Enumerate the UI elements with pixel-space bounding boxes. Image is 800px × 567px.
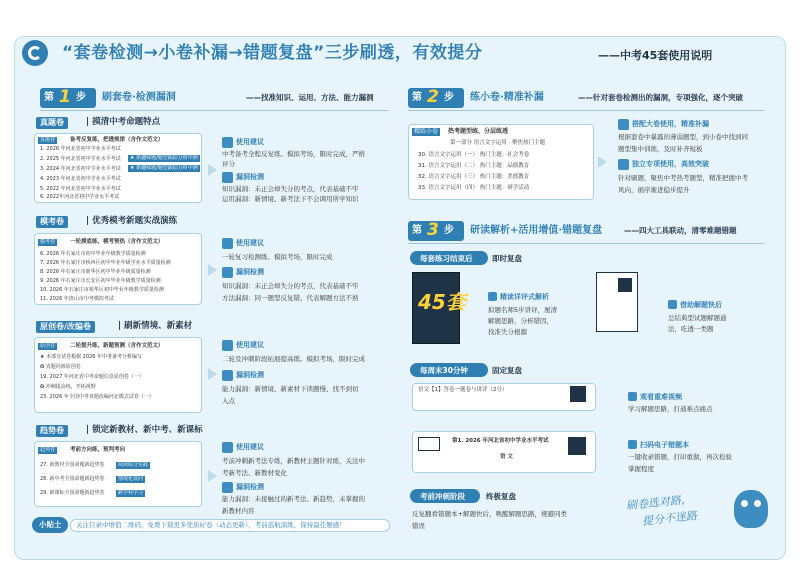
real-item-3: 4. 2023 年河北省初中学业水平考试 [40, 176, 121, 182]
real-arrow [208, 164, 217, 176]
real-item-5: 6. 2022年河北省初中学业水平考试 [40, 194, 120, 200]
trend-panel-title: 考前方向练，预判考向 [70, 447, 126, 453]
step2-underline [408, 110, 764, 111]
trend-check-icon [222, 482, 233, 493]
mock-check-label: 漏洞检测 [236, 268, 264, 276]
real-mark-1: ★ 新趣味题/题型跟踪分析中测 [130, 165, 198, 171]
orig-panel-title: 二轮提升练，新题预测（含作文范文） [70, 343, 164, 349]
sprint-0: 反复翻看错题本+解题快后，唤醒解题思路，规避同类 [412, 510, 567, 518]
tip-text: 关注目录中增值二维码，免费下载更多优质好卷（动态更新），考前巡航演练，保持最佳题感！ [76, 521, 346, 529]
real-panel-tag: 真题卷 [40, 137, 56, 143]
mock-item-5: 11. 2026 年唐山市中考模拟考试 [40, 296, 114, 302]
mock-check-0: 知识漏洞：未正会却失分的考点，代表基础不牢 [222, 282, 359, 290]
real-tip-icon [222, 137, 233, 148]
trend-tag: 趋势卷 [36, 425, 68, 437]
trend-mark-2: 跨学科学习 [118, 490, 144, 496]
similar-icon [668, 300, 677, 309]
explain-2: 找准失分根源 [488, 328, 527, 336]
trend-item-2: 29. 新课标全国命题新趋势卷 [40, 490, 105, 496]
trend-panel-tag: 趋势卷 [40, 447, 56, 453]
slogan-1: 提分不迷路 [641, 509, 698, 528]
real-check-0: 知识漏洞：未正会却失分的考点，代表基础不牢 [222, 185, 359, 193]
trend-arrow [208, 470, 217, 482]
tip-badge-label: 小贴士 [39, 520, 62, 529]
exam-qr [568, 437, 586, 455]
similar-label: 借助解题快后 [680, 301, 722, 309]
step3-underline [408, 243, 764, 244]
real-check-1: 运用漏洞：新情境、新考法下不会调用所学知识 [222, 195, 359, 203]
pair-label: 搭配大卷使用，精准补漏 [632, 120, 709, 128]
ebook-0: 一键收录错题，打印重做，再次检验 [628, 453, 732, 461]
answer-sheet-qr [618, 278, 632, 292]
topic-text-0: 针对刷题，聚焦中考热考题型，精准把握中考 [618, 174, 748, 182]
step3-badge-pre: 第 [412, 225, 422, 236]
mock-tip-label: 使用建议 [236, 239, 264, 247]
trend-check-0: 能力漏洞：未接触过的新考法、新趋势，未掌握的 [222, 495, 365, 503]
book-cover-num: 45套 [418, 290, 466, 314]
mini-row-1: 31. 语言文字运用（二） 热门主题：品德教育 [418, 163, 530, 169]
real-heading: | 摸清中考命题特点 [86, 117, 161, 127]
weekend-badge-label: 每周末30分钟 [420, 366, 468, 375]
orig-check-label: 漏洞检测 [236, 371, 264, 379]
exam-logo [418, 437, 440, 451]
step3-desc: ——四大工具联动，清零难题错题 [624, 226, 737, 235]
exam-title: 第1. 2026 年河北省初中学业水平考试 [452, 438, 549, 444]
orig-heading: | 刷新情境、新素材 [118, 321, 193, 331]
mock-tip-icon [222, 238, 233, 249]
trend-item-0: 27. 新教材全国命题新趋势卷 [40, 462, 105, 468]
pair-text-1: 题型集中训练，及时补齐短板 [618, 145, 703, 153]
step3-title: 研读解析+活用增值·错题复盘 [470, 225, 603, 236]
real-item-1: 2. 2025 年河北省初中学业水平考试 [40, 156, 121, 162]
step2-desc: ——针对套卷检测出的漏洞，专项强化，逐个突破 [578, 93, 743, 102]
real-mark-0: ★ 新趣味题/题型跟踪分析中测 [130, 155, 198, 161]
mini-row-3: 33. 语言文字运用（四） 热门主题：研学活动 [418, 185, 530, 191]
orig-item-0: ★ 本部分试卷根据 2026 年中考备考分析编写 [40, 354, 142, 360]
real-panel-title: 备考反复练，把透规律（含作文范文） [70, 137, 164, 143]
mock-item-0: 6. 2026 年石家庄市初中毕业年级教学质量检测 [40, 251, 146, 257]
explain-1: 解题思路，分析错因， [488, 317, 553, 325]
mascot-eye-left [741, 500, 748, 507]
step2-badge-post: 步 [444, 92, 454, 103]
orig-arrow [208, 368, 217, 380]
mini-panel-title: 热考题型练，分层练透 [448, 128, 509, 135]
mock-tag: 模考卷 [36, 216, 68, 228]
mini-row-0: 30. 语言文字运用（一） 热门主题：社会考卷 [418, 152, 530, 158]
topic-icon [618, 159, 629, 170]
explain-0: 拟题名师5步讲评，厘清 [488, 306, 558, 314]
mini-panel-tag: 精练小卷 [414, 128, 439, 135]
review-badge-label: 每套练习结束后 [420, 254, 473, 263]
step2-title: 练小卷·精准补漏 [470, 92, 544, 103]
trend-item-1: 28. 新中考全国命题新趋势卷 [40, 476, 105, 482]
mock-check-1: 方法漏洞：同一题型反复错，代表解题方法不熟 [222, 294, 359, 302]
real-item-4: 5. 2022 年河北省初中学业水平考试 [40, 186, 121, 192]
trend-tip-icon [222, 442, 233, 453]
orig-tip-icon [222, 340, 233, 351]
mock-tip-0: 一轮复习检测练。模拟考场，限时完成 [222, 253, 333, 261]
orig-item-1: ✪ 真题同源原创卷 [40, 364, 81, 370]
step1-desc: ——找准知识、运用、方法、能力漏洞 [246, 93, 374, 102]
similar-1: 法，吃透一类题 [668, 325, 714, 333]
trend-tip-label: 使用建议 [236, 443, 264, 451]
mini-part: 第一部分 语言文字运用 · 聚焦热门主题 [450, 140, 545, 146]
step2-badge-num: 2 [427, 87, 439, 107]
trend-check-label: 漏洞检测 [236, 483, 264, 491]
video-0: 学习解题思路，打通难点痛点 [628, 405, 713, 413]
sprint-badge-label: 考前冲刺阶段 [420, 492, 465, 501]
pair-icon [618, 119, 629, 130]
trend-mark-0: 阅读综合实践 [118, 462, 149, 468]
orig-check-0: 能力漏洞：新情境、新素材下读题慢、找不到切 [222, 385, 359, 393]
ebook-label: 扫码电子错题本 [640, 441, 689, 449]
orig-item-2: 19. 2027 年河北省中考命题信息原创卷（一） [40, 374, 144, 380]
mock-heading: | 优秀模考新题实战演练 [86, 216, 178, 226]
video-label: 观看重难视频 [640, 393, 682, 401]
mascot-eye-right [754, 500, 761, 507]
trend-tip-1: 考新考法、新教材变化 [222, 469, 287, 477]
mock-item-3: 9. 2026 年石家庄市长安区初中毕业年级教学质量检测 [40, 278, 161, 284]
real-tip-1: 评分 [222, 160, 235, 168]
mock-panel-tag: 模考卷 [40, 239, 56, 245]
sprint-1: 错误 [412, 522, 425, 530]
header-title: “套卷检测→小卷补漏→错题复盘”三步刷透，有效提分 [62, 43, 483, 63]
orig-tip-0: 二轮及冲刺阶段拓展提高练。模拟考场，限时完成 [222, 355, 365, 363]
step1-badge-pre: 第 [44, 92, 54, 103]
orig-check-1: 入点 [222, 397, 235, 405]
ebook-1: 掌握程度 [628, 465, 654, 473]
step1-title: 刷套卷·检测漏洞 [102, 92, 176, 103]
mini-row-2: 32. 语言文字运用（三） 热门主题：美德教育 [418, 174, 530, 180]
mock-check-icon [222, 267, 233, 278]
trend-heading: | 锁定新教材、新中考、新课标 [86, 425, 203, 435]
weekend-qr [570, 386, 586, 402]
step1-underline [40, 110, 388, 111]
mascot [734, 490, 768, 528]
mock-item-2: 8. 2026 年石家庄市新华区初中毕业年级质量检测 [40, 269, 151, 275]
step3-badge-post: 步 [444, 225, 454, 236]
explain-label: 精读详评式解析 [500, 293, 549, 301]
header-logo-inner [28, 46, 42, 60]
mini-arrow [598, 156, 607, 168]
trend-mark-1: 情境化设问 [118, 476, 144, 482]
mock-item-4: 10. 2026 年石家庄市裕华区初中毕业年级教学质量检测 [40, 287, 164, 293]
weekend-panel-title: 语文【1】答卷一题卷与讲评（2分） [418, 387, 508, 393]
real-check-icon [222, 172, 233, 183]
real-tip-0: 中考备考全程反复练。模拟考场，限时完成，严格 [222, 150, 365, 158]
step2-badge-pre: 第 [412, 92, 422, 103]
step1-badge-num: 1 [59, 87, 71, 107]
slogan-0: 刷卷选对路， [625, 492, 693, 513]
header-subtitle: ——中考45套使用说明 [598, 49, 713, 62]
orig-tip-label: 使用建议 [236, 341, 264, 349]
sprint-badge-sub: 终极复盘 [486, 492, 516, 501]
weekend-badge-sub: 固定复盘 [492, 366, 522, 375]
orig-panel-tag: 原创卷 [40, 343, 56, 349]
exam-subject: 语 文 [500, 454, 513, 460]
review-badge-sub: 即时复盘 [492, 254, 522, 263]
real-tip-label: 使用建议 [236, 138, 264, 146]
step3-badge-num: 3 [427, 220, 439, 240]
real-item-0: 1. 2026 年河北省初中学业水平考试 [40, 146, 121, 152]
mock-arrow [208, 264, 217, 276]
orig-check-icon [222, 370, 233, 381]
mock-item-1: 7. 2026 年石家庄市桥西区初中毕业年级学业水平质量检测 [40, 260, 171, 266]
explain-icon [488, 292, 497, 301]
video-icon [628, 392, 637, 401]
orig-item-3: ✪ 冲刺提高练，开拓视野 [40, 384, 96, 390]
pair-text-0: 根据套卷中暴露的薄弱题型，到小卷中找到同 [618, 133, 748, 141]
real-item-2: 3. 2024 年河北省初中学业水平考试 [40, 166, 121, 172]
step1-badge-post: 步 [76, 92, 86, 103]
orig-item-4: 23. 2026 年全国中考真题改编河北模式试卷（一） [40, 394, 154, 400]
similar-0: 总结典型试题解题通 [668, 314, 727, 322]
ebook-icon [628, 440, 637, 449]
mock-panel-title: 一轮摸底练，模考预热（含作文范文） [70, 239, 164, 245]
topic-text-1: 风向，循序渐进稳步提升 [618, 186, 690, 194]
trend-tip-0: 考前冲刺新考法专练，新教材主题针对练，关注中 [222, 457, 365, 465]
trend-check-1: 新教材内容 [222, 507, 255, 515]
orig-tag: 原创卷/改编卷 [36, 321, 95, 333]
real-tag: 真题卷 [36, 117, 68, 129]
topic-label: 独立专项使用，高效突破 [632, 160, 709, 168]
real-check-label: 漏洞检测 [236, 173, 264, 181]
